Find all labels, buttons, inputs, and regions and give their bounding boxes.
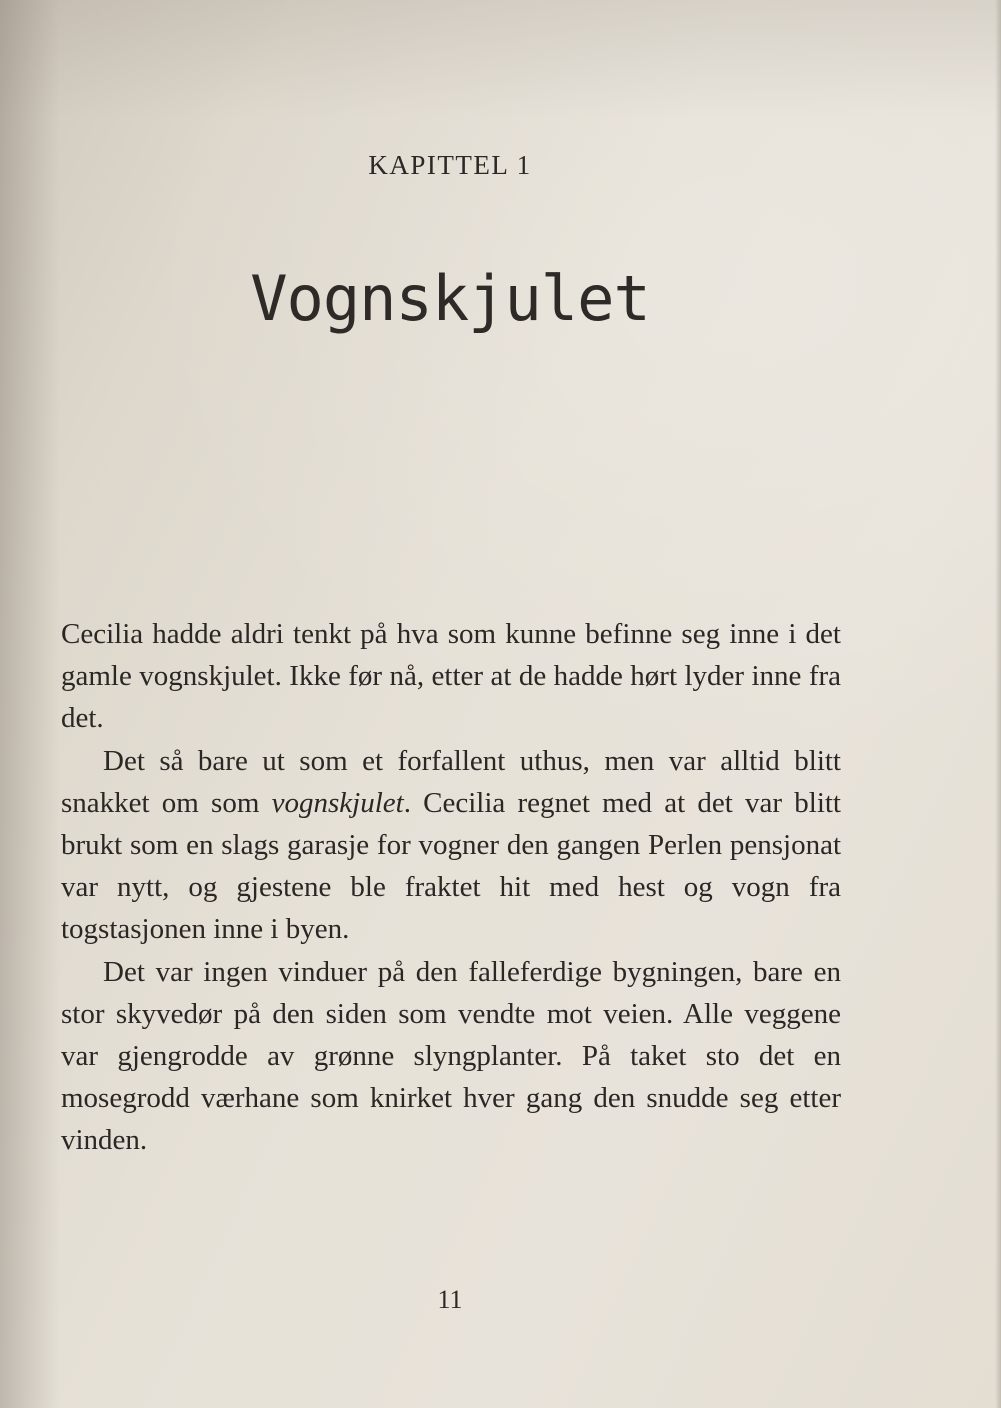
page-number: 11 xyxy=(437,1285,463,1314)
chapter-label: KAPITTEL 1 xyxy=(368,150,532,180)
paragraph-2 xyxy=(61,740,841,951)
paragraph-3: Det var ingen vinduer på den falleferdige bygningen, bare en stor skyvedør på den siden som vendte mot veien. Alle veggene var gjengrodde av grønne slyngplanter. På taket sto det en mosegrodd værhane som knirket hver gang den snudde seg etter vinden. xyxy=(61,955,841,1157)
chapter-title: Vognskjulet xyxy=(250,262,650,335)
page-shadow-top xyxy=(0,0,1001,120)
page-edge-right xyxy=(995,0,1001,1408)
paragraph-2-end: . Cecilia regnet med at det var blitt brukt som en slags garasje for vogner den gangen Perlen pensjonat var nytt, og gjestene ble fraktet hit med hest og vogn fra togstasjonen inne i byen. xyxy=(61,786,841,946)
page-shadow-left xyxy=(0,0,60,1408)
chapter-body xyxy=(61,613,841,1162)
paragraph-2-emphasis: vognskjulet xyxy=(271,786,404,819)
paragraph-1: Cecilia hadde aldri tenkt på hva som kunne befinne seg inne i det gamle vognskjulet. Ikke før nå, etter at de hadde hørt lyder inne fra det. xyxy=(61,618,841,735)
paragraph-2-start: Det så bare ut som et forfallent uthus, men var alltid blitt snakket om som xyxy=(61,744,841,819)
